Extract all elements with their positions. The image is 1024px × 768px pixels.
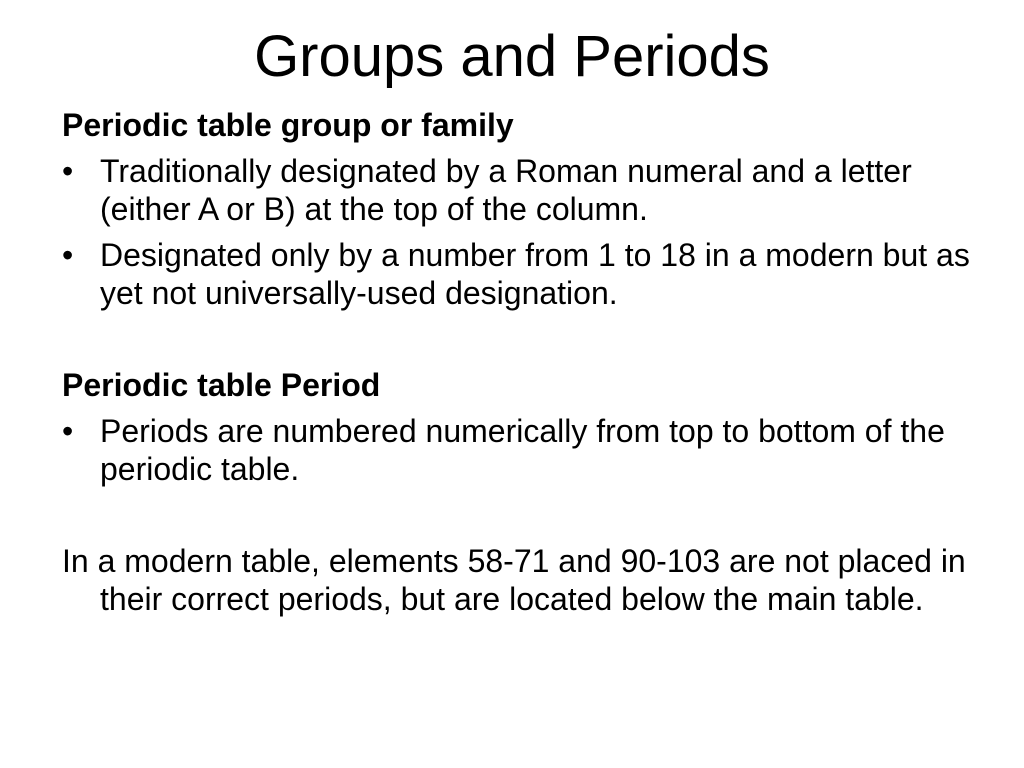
note-paragraph: In a modern table, elements 58-71 and 90-103 are not placed in their correct periods, but are located below the main table. xyxy=(62,543,966,617)
spacer xyxy=(62,496,982,542)
bullet-item xyxy=(62,236,982,312)
section-heading-groups: Periodic table group or family xyxy=(62,107,514,143)
bullet-item xyxy=(62,412,982,488)
section-heading-periods: Periodic table Period xyxy=(62,367,381,403)
bullet-text: Periods are numbered numerically from top to bottom of the periodic table. xyxy=(100,413,945,487)
spacer xyxy=(62,320,982,366)
bullet-text: Traditionally designated by a Roman numeral and a letter (either A or B) at the top of the column. xyxy=(100,153,912,227)
groups-bullet-list xyxy=(62,152,982,312)
slide-content xyxy=(62,106,982,618)
bullet-icon: • xyxy=(62,153,74,189)
bullet-item xyxy=(62,152,982,228)
bullet-text: Designated only by a number from 1 to 18 in a modern but as yet not universally-used designation. xyxy=(100,237,970,311)
bullet-icon: • xyxy=(62,237,74,273)
bullet-icon: • xyxy=(62,413,74,449)
periods-bullet-list xyxy=(62,412,982,488)
slide-title: Groups and Periods xyxy=(254,24,770,89)
